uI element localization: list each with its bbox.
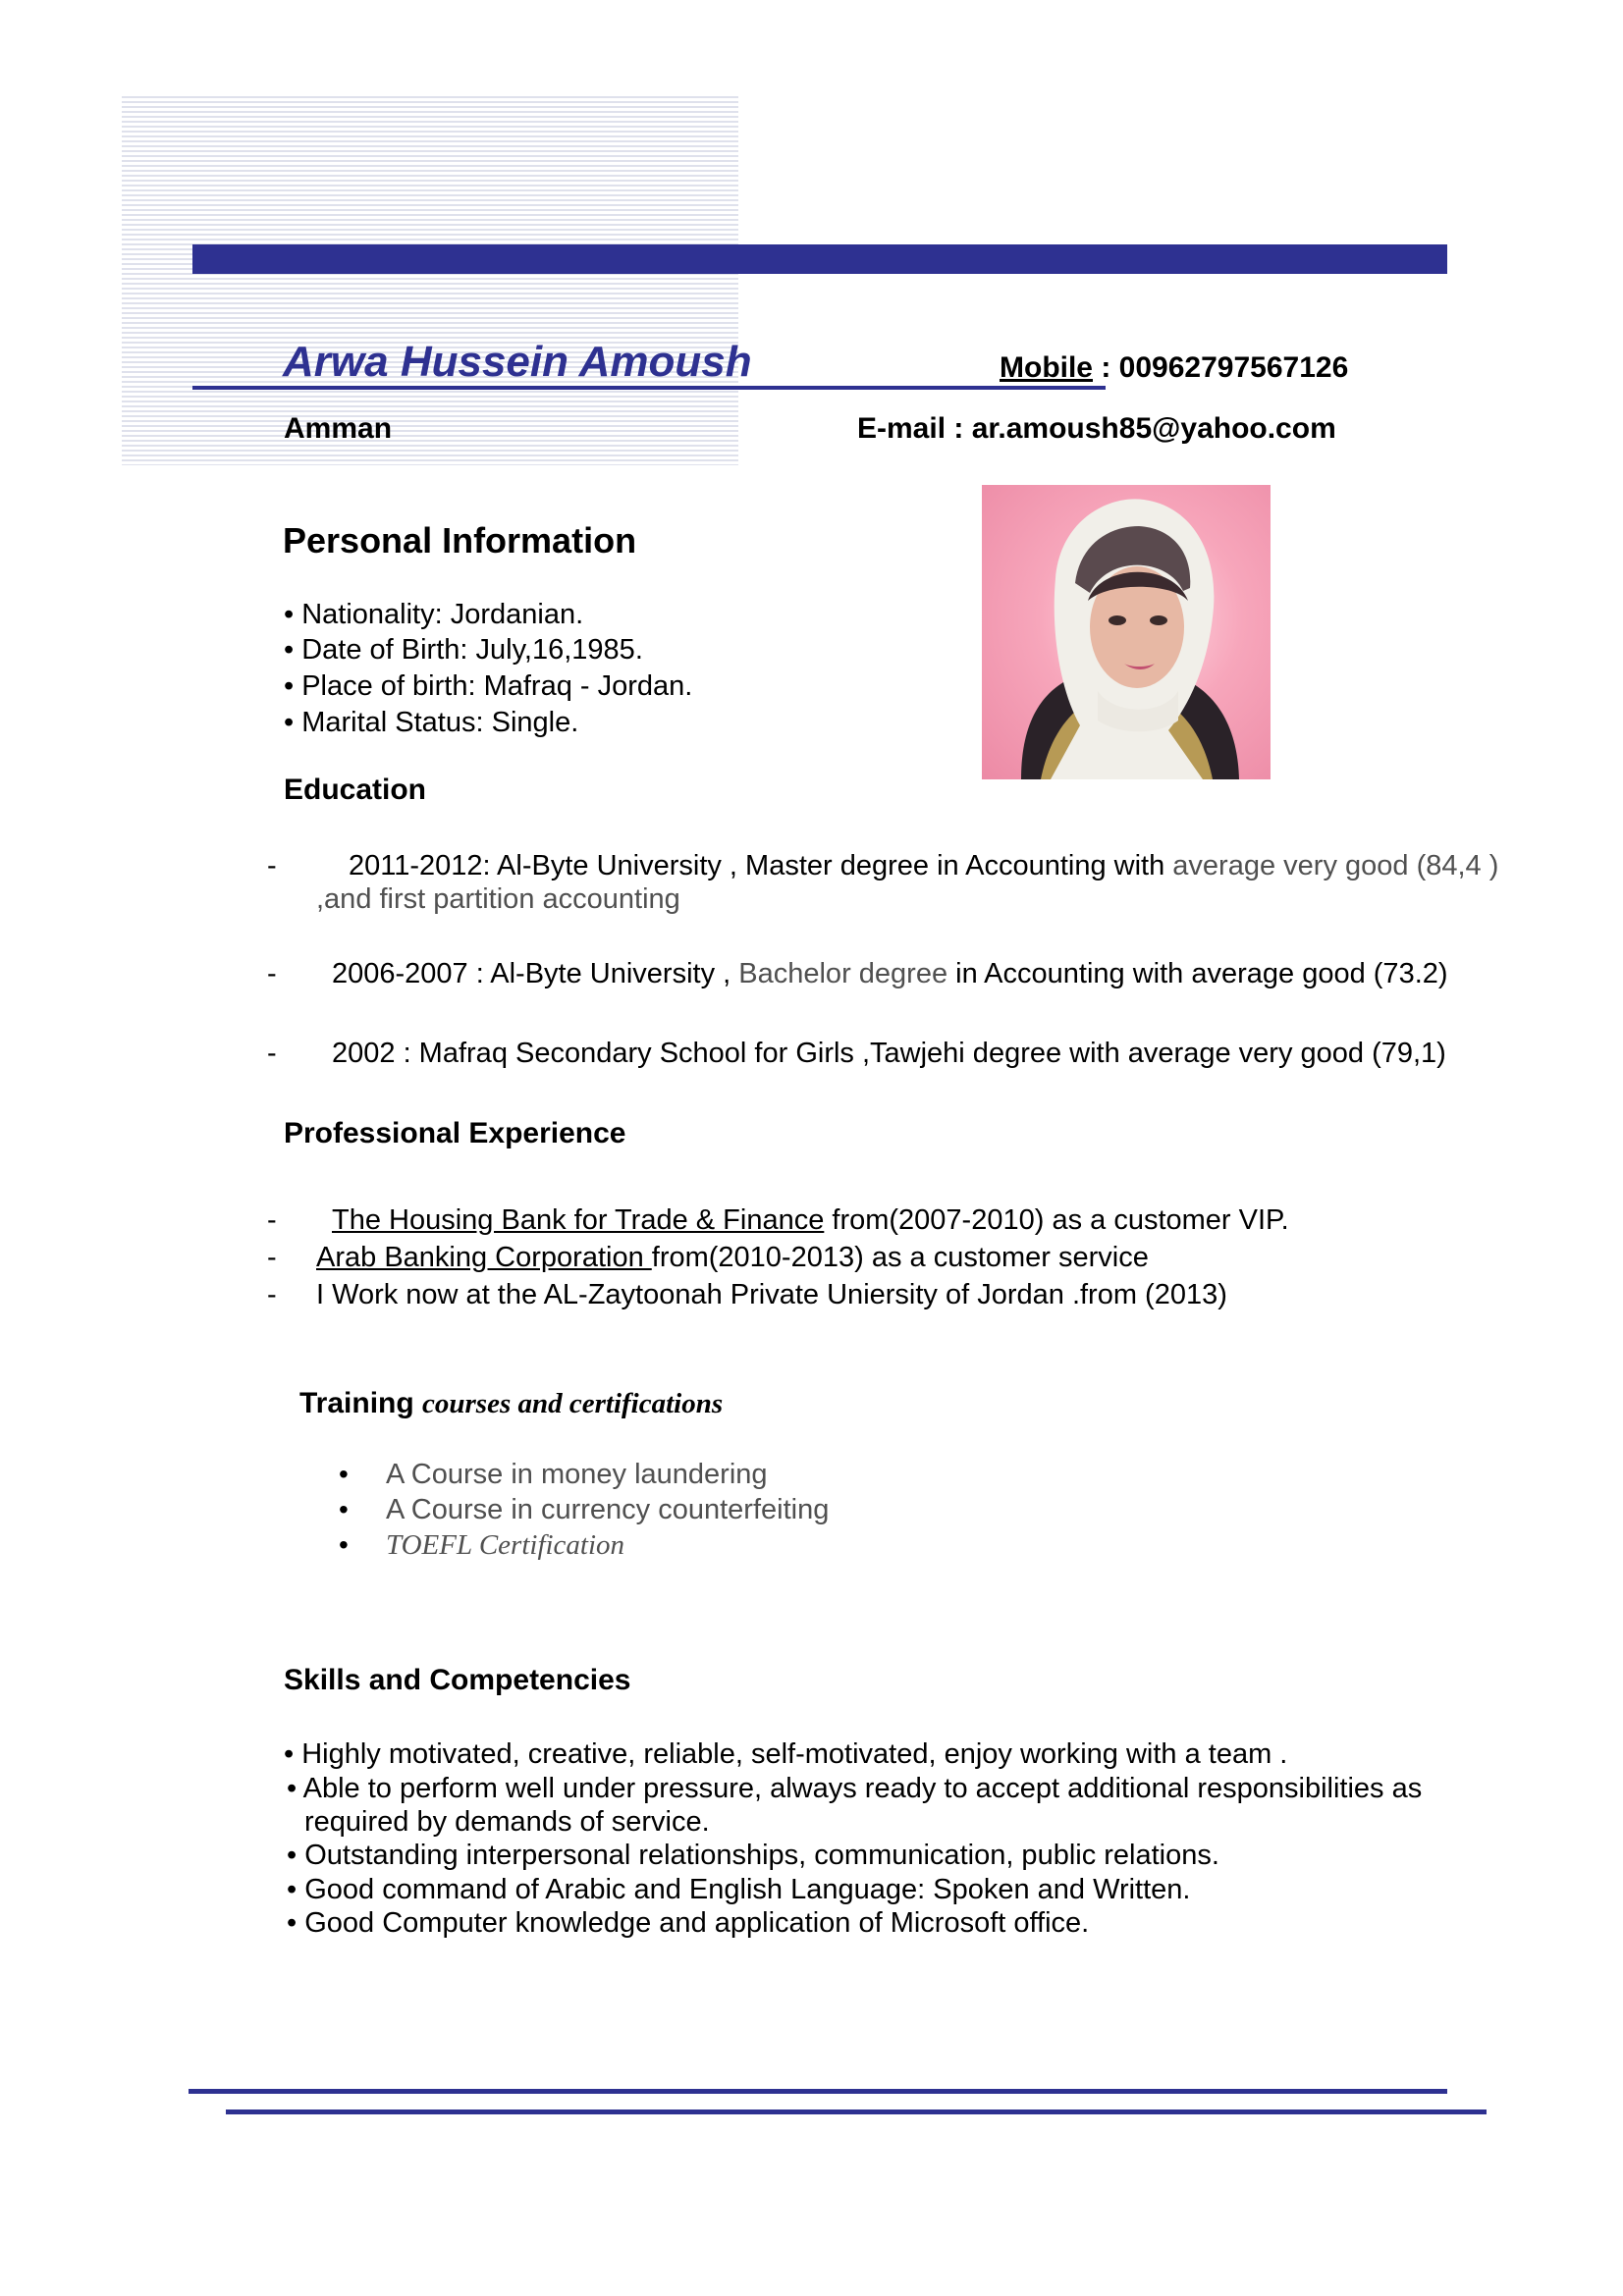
education-master-note: ,and first partition accounting: [316, 883, 680, 915]
skill-motivated: • Highly motivated, creative, reliable, self-motivated, enjoy working with a team .: [284, 1738, 1288, 1770]
experience-housing-bank-link[interactable]: The Housing Bank for Trade & Finance: [332, 1204, 825, 1236]
personal-nationality: • Nationality: Jordanian.: [284, 599, 584, 630]
experience-item-housing-bank: [332, 1204, 1289, 1237]
training-heading-bold: Training: [299, 1387, 423, 1419]
education-dash-1: -: [267, 850, 277, 881]
candidate-name: Arwa Hussein Amoush: [283, 338, 752, 386]
education-dash-2: -: [267, 958, 277, 989]
experience-dash-2: -: [267, 1242, 277, 1273]
email-value: : ar.amoush85@yahoo.com: [953, 412, 1336, 445]
email-label: E-mail: [857, 412, 947, 445]
experience-item-arab-banking: [316, 1242, 1149, 1274]
training-heading: [299, 1387, 723, 1420]
training-bullet-3: •: [339, 1529, 349, 1560]
email-contact: [857, 412, 1336, 446]
education-dash-3: -: [267, 1038, 277, 1069]
personal-birthplace: • Place of birth: Mafraq - Jordan.: [284, 670, 693, 702]
experience-arab-banking-link[interactable]: Arab Banking Corporation: [316, 1242, 652, 1273]
personal-marital-status: • Marital Status: Single.: [284, 707, 579, 738]
personal-dob: • Date of Birth: July,16,1985.: [284, 634, 643, 666]
skill-interpersonal: • Outstanding interpersonal relationships, communication, public relations.: [287, 1840, 1219, 1871]
experience-item-current: I Work now at the AL-Zaytoonah Private Uniersity of Jordan .from (2013): [316, 1279, 1227, 1310]
education-heading: Education: [284, 774, 427, 806]
header-stripe-background: [122, 96, 738, 465]
education-master-grade: average very good (84,4 ): [1172, 850, 1499, 881]
training-item-toefl: TOEFL Certification: [386, 1529, 625, 1561]
skill-pressure-cont: required by demands of service.: [304, 1806, 710, 1838]
experience-heading: Professional Experience: [284, 1117, 626, 1149]
training-item-counterfeiting: A Course in currency counterfeiting: [386, 1494, 830, 1525]
mobile-value: : 00962797567126: [1101, 351, 1349, 384]
education-bachelor-degree: Bachelor degree: [738, 958, 948, 989]
education-item-school: 2002 : Mafraq Secondary School for Girls ,Tawjehi degree with average very good (79,1): [332, 1038, 1446, 1069]
education-item-master: [349, 850, 1498, 882]
education-master-text: 2011-2012: Al-Byte University , Master degree in Accounting with: [349, 850, 1173, 881]
footer-line-lower: [226, 2109, 1487, 2114]
profile-photo: [982, 485, 1271, 779]
mobile-contact: [1000, 351, 1348, 385]
mobile-label: Mobile: [1000, 351, 1093, 384]
experience-dash-3: -: [267, 1279, 277, 1310]
footer-line-upper: [189, 2089, 1447, 2094]
experience-arab-banking-detail: from(2010-2013) as a customer service: [651, 1242, 1149, 1273]
header-top-bar: [192, 244, 1447, 274]
experience-housing-bank-detail: from(2007-2010) as a customer VIP.: [824, 1204, 1289, 1236]
training-bullet-1: •: [339, 1459, 349, 1489]
candidate-city: Amman: [284, 412, 393, 445]
skills-heading: Skills and Competencies: [284, 1664, 631, 1696]
education-item-bachelor: [332, 958, 1448, 990]
profile-photo-illustration: [982, 485, 1271, 779]
training-item-money-laundering: A Course in money laundering: [386, 1459, 768, 1490]
personal-info-heading: Personal Information: [283, 520, 637, 561]
education-bachelor-grade: in Accounting with average good (73.2): [947, 958, 1448, 989]
training-heading-italic: courses and certifications: [422, 1388, 724, 1419]
experience-dash-1: -: [267, 1204, 277, 1236]
skill-computer: • Good Computer knowledge and application of Microsoft office.: [287, 1907, 1090, 1939]
skill-pressure: • Able to perform well under pressure, always ready to accept additional responsibilities as: [287, 1773, 1423, 1804]
skill-languages: • Good command of Arabic and English Language: Spoken and Written.: [287, 1874, 1191, 1905]
education-bachelor-text: 2006-2007 : Al-Byte University ,: [332, 958, 739, 989]
training-bullet-2: •: [339, 1494, 349, 1524]
